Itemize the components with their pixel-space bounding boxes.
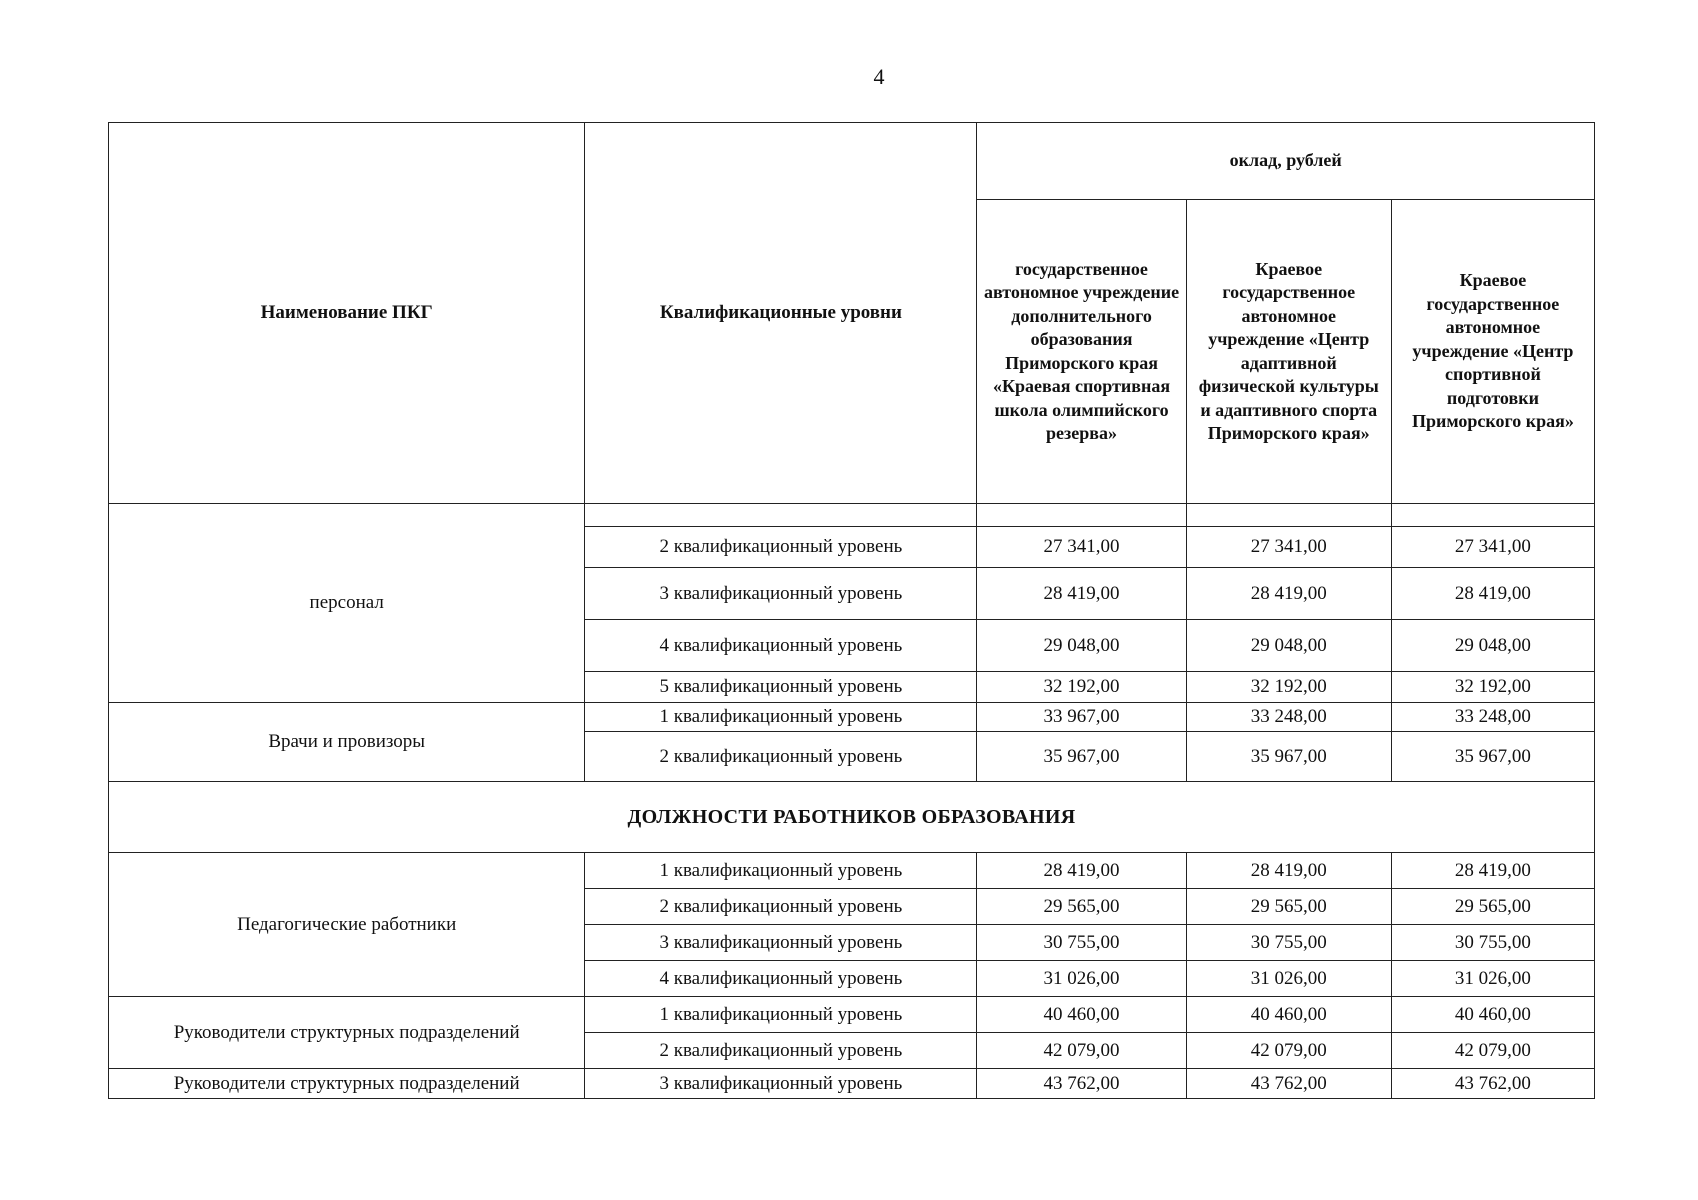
level-cell: 2 квалификационный уровень [585, 1033, 977, 1069]
page-number: 4 [873, 64, 885, 89]
value-cell: 29 048,00 [1186, 620, 1391, 672]
value-cell: 29 565,00 [1391, 889, 1594, 925]
section-row [109, 782, 1595, 853]
header-institution-1: государственное автономное учреждение дополнительного образования Приморского края «Краевая спортивная школа олимпийского резерва» [977, 200, 1186, 504]
value-cell: 35 967,00 [1186, 732, 1391, 782]
level-cell: 1 квалификационный уровень [585, 703, 977, 732]
value-cell: 29 565,00 [977, 889, 1186, 925]
value-cell: 28 419,00 [977, 853, 1186, 889]
spacer-row [109, 504, 1595, 527]
group-name-personnel: персонал [109, 504, 585, 703]
table-row [109, 1069, 1595, 1099]
salary-table [108, 122, 1595, 1099]
value-cell: 40 460,00 [1186, 997, 1391, 1033]
value-cell: 42 079,00 [977, 1033, 1186, 1069]
value-cell: 32 192,00 [977, 672, 1186, 703]
value-cell: 31 026,00 [1391, 961, 1594, 997]
group-name-teachers: Педагогические работники [109, 853, 585, 997]
value-cell: 28 419,00 [1391, 568, 1594, 620]
value-cell: 40 460,00 [1391, 997, 1594, 1033]
value-cell: 33 967,00 [977, 703, 1186, 732]
value-cell: 29 048,00 [1391, 620, 1594, 672]
level-cell: 2 квалификационный уровень [585, 527, 977, 568]
value-cell: 31 026,00 [977, 961, 1186, 997]
section-title: ДОЛЖНОСТИ РАБОТНИКОВ ОБРАЗОВАНИЯ [109, 782, 1595, 853]
level-cell: 3 квалификационный уровень [585, 1069, 977, 1099]
value-cell: 28 419,00 [977, 568, 1186, 620]
value-cell: 32 192,00 [1186, 672, 1391, 703]
header-row-1 [109, 123, 1595, 200]
value-cell: 42 079,00 [1391, 1033, 1594, 1069]
value-cell: 35 967,00 [1391, 732, 1594, 782]
value-cell: 43 762,00 [1391, 1069, 1594, 1099]
value-cell: 27 341,00 [977, 527, 1186, 568]
header-pkg-name: Наименование ПКГ [109, 123, 585, 504]
value-cell: 43 762,00 [977, 1069, 1186, 1099]
value-cell: 27 341,00 [1391, 527, 1594, 568]
level-cell: 2 квалификационный уровень [585, 889, 977, 925]
value-cell: 33 248,00 [1186, 703, 1391, 732]
table-row [109, 997, 1595, 1033]
value-cell: 27 341,00 [1186, 527, 1391, 568]
group-name-unit-heads-2: Руководители структурных подразделений [109, 1069, 585, 1099]
level-cell: 2 квалификационный уровень [585, 732, 977, 782]
value-cell: 31 026,00 [1186, 961, 1391, 997]
level-cell: 1 квалификационный уровень [585, 853, 977, 889]
group-name-doctors: Врачи и провизоры [109, 703, 585, 782]
value-cell: 28 419,00 [1186, 568, 1391, 620]
header-qual-levels: Квалификационные уровни [585, 123, 977, 504]
value-cell: 29 565,00 [1186, 889, 1391, 925]
value-cell: 42 079,00 [1186, 1033, 1391, 1069]
value-cell: 32 192,00 [1391, 672, 1594, 703]
table-row [109, 853, 1595, 889]
value-cell: 35 967,00 [977, 732, 1186, 782]
value-cell: 43 762,00 [1186, 1069, 1391, 1099]
header-salary-group: оклад, рублей [977, 123, 1595, 200]
value-cell: 28 419,00 [1391, 853, 1594, 889]
group-name-unit-heads: Руководители структурных подразделений [109, 997, 585, 1069]
value-cell: 29 048,00 [977, 620, 1186, 672]
value-cell: 30 755,00 [977, 925, 1186, 961]
value-cell: 30 755,00 [1391, 925, 1594, 961]
level-cell: 3 квалификационный уровень [585, 568, 977, 620]
value-cell: 30 755,00 [1186, 925, 1391, 961]
level-cell: 1 квалификационный уровень [585, 997, 977, 1033]
level-cell: 3 квалификационный уровень [585, 925, 977, 961]
level-cell: 4 квалификационный уровень [585, 620, 977, 672]
value-cell: 40 460,00 [977, 997, 1186, 1033]
header-institution-3: Краевое государственное автономное учреждение «Центр спортивной подготовки Приморского края» [1391, 200, 1594, 504]
table-row [109, 703, 1595, 732]
header-institution-2: Краевое государственное автономное учреждение «Центр адаптивной физической культуры и адаптивного спорта Приморского края» [1186, 200, 1391, 504]
level-cell: 5 квалификационный уровень [585, 672, 977, 703]
value-cell: 33 248,00 [1391, 703, 1594, 732]
value-cell: 28 419,00 [1186, 853, 1391, 889]
level-cell: 4 квалификационный уровень [585, 961, 977, 997]
